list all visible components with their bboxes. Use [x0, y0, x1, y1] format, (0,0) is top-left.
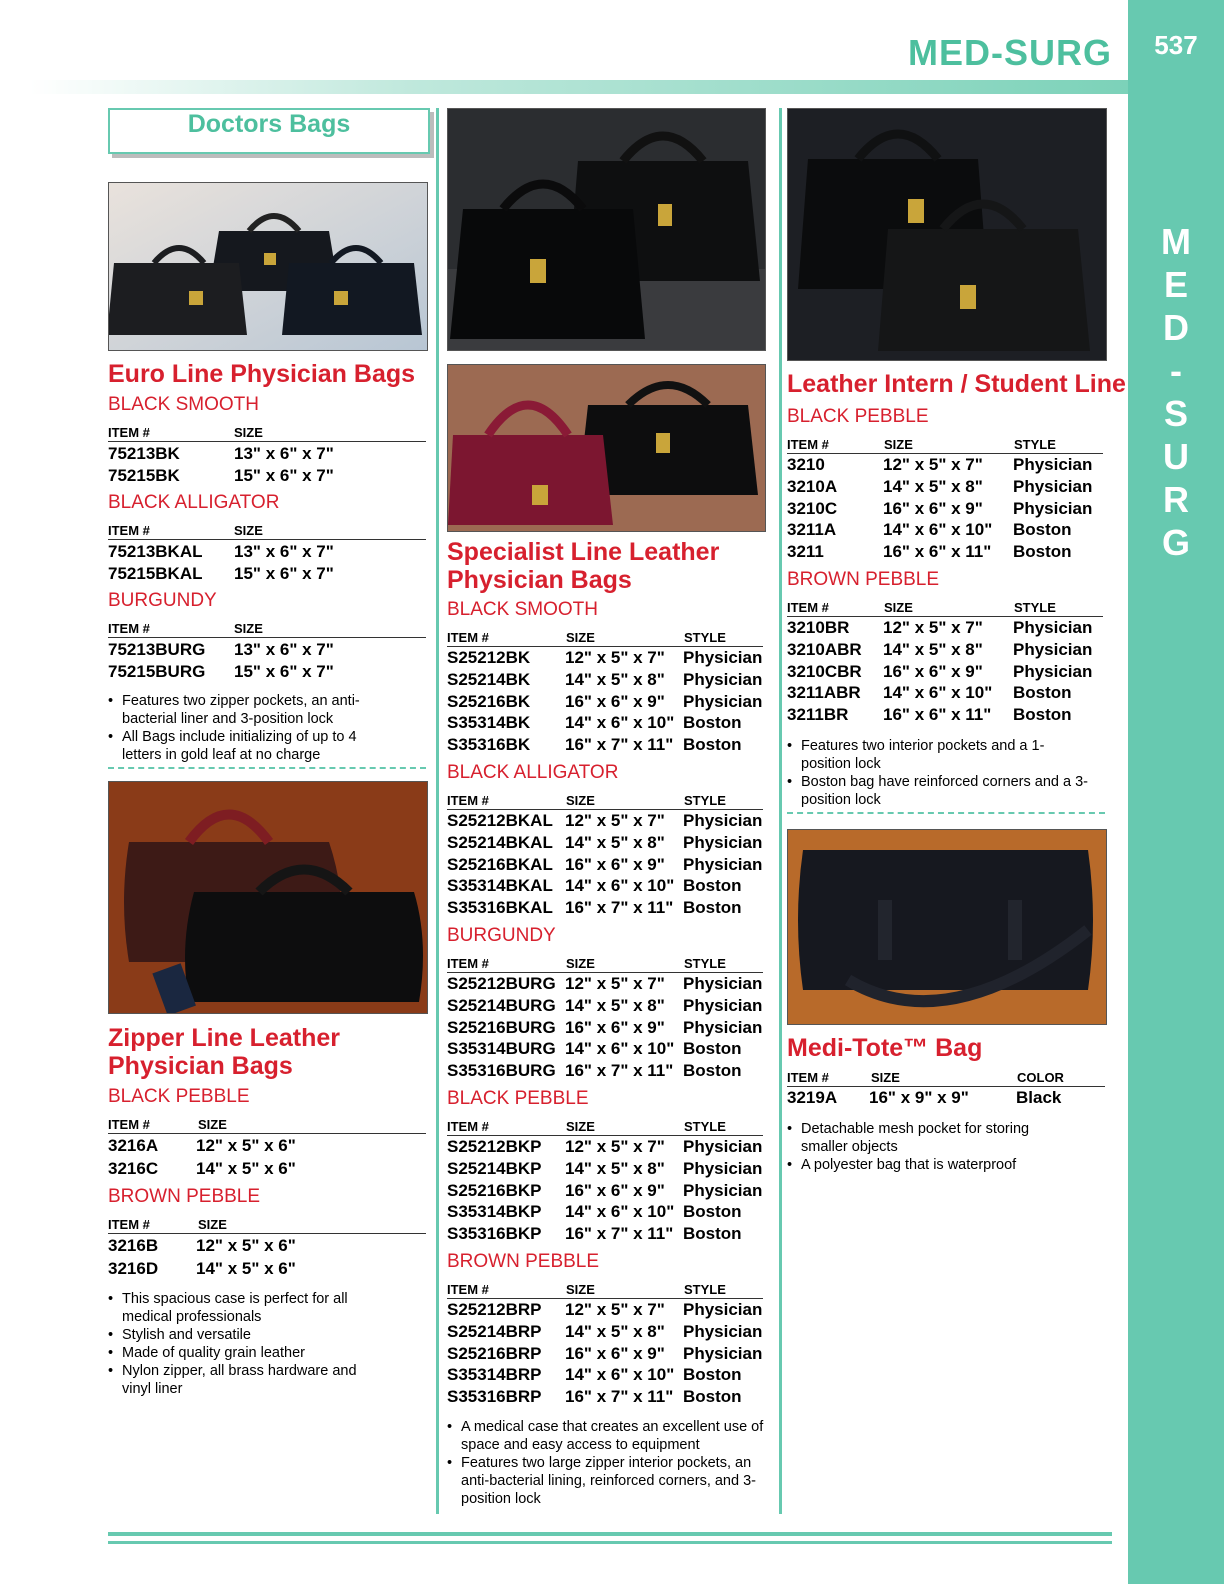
side-letter: M	[1161, 221, 1191, 262]
table-row	[447, 713, 763, 735]
item-style: Boston	[683, 876, 742, 896]
item-header: ITEM #	[447, 1282, 489, 1297]
item-style: Boston	[683, 1061, 742, 1081]
feature-list	[787, 1120, 1077, 1174]
item-header: ITEM #	[787, 1070, 829, 1085]
header-rule	[30, 80, 1128, 94]
item-style: Physician	[683, 1137, 763, 1156]
item-number: S25212BKP	[447, 1137, 542, 1156]
size-header: SIZE	[566, 1119, 595, 1134]
table-row	[447, 1018, 763, 1040]
item-size: 14" x 5" x 6"	[196, 1159, 296, 1178]
table-header	[447, 955, 763, 973]
side-letter: E	[1163, 264, 1188, 305]
category-title: Doctors Bags	[187, 110, 351, 138]
item-number: 3216A	[108, 1136, 159, 1155]
item-header: ITEM #	[447, 1119, 489, 1134]
item-style: Boston	[1013, 520, 1072, 540]
variant-label: BLACK SMOOTH	[108, 394, 259, 415]
size-header: SIZE	[566, 630, 595, 645]
variant-label: BROWN PEBBLE	[108, 1186, 261, 1207]
style-header: STYLE	[684, 1119, 726, 1134]
table-header	[787, 1069, 1105, 1087]
style-header: STYLE	[684, 956, 726, 971]
item-size: 15" x 6" x 7"	[234, 662, 334, 681]
item-header: ITEM #	[447, 793, 489, 808]
item-number: S35316BKP	[447, 1224, 542, 1244]
column-divider	[779, 108, 782, 1514]
item-style: Physician	[1013, 618, 1093, 637]
table-row	[447, 670, 763, 692]
feature-item: • Boston bag have reinforced corners and a 3-position lock	[787, 773, 1092, 809]
size-header: SIZE	[566, 956, 595, 971]
item-number: 75213BURG	[108, 640, 206, 659]
item-style: Physician	[1013, 476, 1093, 496]
item-number: S35314BKP	[447, 1202, 542, 1222]
table-header	[108, 522, 426, 540]
feature-list	[447, 1418, 767, 1508]
intern-student-bags-photo	[787, 108, 1107, 361]
item-number: S35316BURG	[447, 1061, 556, 1081]
item-header: ITEM #	[108, 621, 150, 636]
item-size: 12" x 5" x 7"	[565, 1300, 665, 1319]
euro-line-title: Euro Line Physician Bags	[108, 360, 416, 388]
item-number: S25214BRP	[447, 1321, 542, 1341]
variant-label: BLACK PEBBLE	[447, 1088, 589, 1109]
euro-line-bags-photo	[108, 182, 428, 351]
item-size: 16" x 6" x 9"	[565, 691, 665, 711]
size-header: SIZE	[234, 621, 263, 636]
intern-student-title: Leather Intern / Student Line	[787, 370, 1126, 398]
item-number: 3211	[787, 542, 824, 562]
side-letter: G	[1161, 522, 1190, 563]
item-style: Boston	[683, 713, 742, 733]
item-number: 3210ABR	[787, 639, 862, 659]
table-row	[447, 1322, 763, 1344]
item-size: 12" x 5" x 7"	[565, 974, 665, 993]
item-header: ITEM #	[108, 425, 150, 440]
feature-list	[108, 1290, 388, 1398]
specialist-black-bags-photo	[447, 108, 766, 351]
item-size: 16" x 7" x 11"	[565, 1387, 674, 1407]
item-number: 3216D	[108, 1259, 159, 1278]
table-row	[787, 1088, 1105, 1110]
zipper-line-bags-photo	[108, 781, 428, 1014]
item-number: 3211BR	[787, 705, 849, 725]
item-style: Boston	[683, 1224, 742, 1244]
item-number: 3211ABR	[787, 683, 861, 703]
item-style: Boston	[1013, 705, 1072, 725]
item-size: 12" x 5" x 7"	[883, 618, 983, 637]
item-style: Physician	[683, 974, 763, 993]
item-size: 16" x 6" x 9"	[565, 1017, 665, 1037]
item-header: ITEM #	[108, 1217, 150, 1232]
item-size: 16" x 6" x 9"	[565, 1180, 665, 1200]
style-header: STYLE	[1014, 600, 1056, 615]
item-number: S25216BURG	[447, 1017, 556, 1037]
style-header: STYLE	[1014, 437, 1056, 452]
feature-item: • This spacious case is perfect for all medical professionals	[108, 1290, 388, 1326]
item-style: Boston	[683, 1365, 742, 1385]
table-row	[787, 640, 1103, 662]
feature-item: • Stylish and versatile	[108, 1326, 388, 1344]
item-number: S25216BKP	[447, 1180, 542, 1200]
size-header: SIZE	[198, 1217, 227, 1232]
item-size: 14" x 5" x 8"	[883, 476, 983, 496]
variant-label: BLACK ALLIGATOR	[108, 492, 280, 513]
table-row	[447, 811, 763, 833]
table-row	[447, 735, 763, 757]
item-number: S25214BKAL	[447, 832, 553, 852]
variant-label: BLACK SMOOTH	[447, 599, 598, 620]
style-header: STYLE	[684, 793, 726, 808]
item-size: 14" x 5" x 8"	[565, 1158, 665, 1178]
zipper-line-title-2: Physician Bags	[108, 1052, 293, 1080]
specialist-line-title-2: Physician Bags	[447, 566, 632, 594]
item-size: 14" x 6" x 10"	[883, 683, 993, 703]
item-size: 12" x 5" x 7"	[565, 811, 665, 830]
item-size: 14" x 6" x 10"	[565, 1039, 675, 1059]
item-number: 3210A	[787, 476, 838, 496]
item-number: S35314BURG	[447, 1039, 556, 1059]
feature-item: • A medical case that creates an excellent use of space and easy access to equipment	[447, 1418, 767, 1454]
table-row	[447, 833, 763, 855]
item-number: S35316BRP	[447, 1387, 542, 1407]
item-size: 14" x 6" x 10"	[565, 1202, 675, 1222]
table-row	[447, 692, 763, 714]
item-style: Boston	[1013, 542, 1072, 562]
item-number: 3210CBR	[787, 661, 862, 681]
item-number: S35314BKAL	[447, 876, 553, 896]
table-row	[447, 1224, 763, 1246]
item-style: Physician	[683, 854, 763, 874]
item-number: S25216BKAL	[447, 854, 553, 874]
item-number: S25214BKP	[447, 1158, 542, 1178]
medi-tote-bag-photo	[787, 829, 1107, 1025]
variant-label: BLACK ALLIGATOR	[447, 762, 619, 783]
item-style: Physician	[683, 811, 763, 830]
item-size: 14" x 5" x 8"	[565, 669, 665, 689]
item-header: ITEM #	[787, 600, 829, 615]
item-size: 14" x 5" x 8"	[565, 832, 665, 852]
item-style: Boston	[683, 898, 742, 918]
item-number: S25214BURG	[447, 995, 556, 1015]
item-color: Black	[1016, 1088, 1062, 1107]
variant-label: BROWN PEBBLE	[787, 569, 940, 590]
table-row	[447, 1300, 763, 1322]
table-row	[787, 705, 1103, 727]
footer-rule	[108, 1541, 1112, 1544]
table-row	[447, 1387, 763, 1409]
table-header	[447, 1281, 763, 1299]
feature-item: • A polyester bag that is waterproof	[787, 1156, 1077, 1174]
item-number: S35316BK	[447, 735, 531, 755]
table-header	[108, 424, 426, 442]
table-row	[787, 477, 1103, 499]
item-style: Physician	[683, 1158, 763, 1178]
section-divider	[108, 767, 426, 769]
item-style: Boston	[1013, 683, 1072, 703]
table-row	[447, 1181, 763, 1203]
item-size: 16" x 6" x 9"	[883, 661, 983, 681]
item-size: 16" x 7" x 11"	[565, 1224, 674, 1244]
item-style: Physician	[1013, 661, 1093, 681]
side-letter: U	[1163, 436, 1189, 477]
table-row	[787, 520, 1103, 542]
item-size: 14" x 6" x 10"	[565, 876, 675, 896]
item-number: 3216B	[108, 1236, 159, 1255]
feature-item: • Features two interior pockets and a 1-position lock	[787, 737, 1092, 773]
item-style: Boston	[683, 1387, 742, 1407]
item-size: 16" x 6" x 9"	[565, 1343, 665, 1363]
table-header	[447, 629, 763, 647]
item-style: Physician	[683, 1321, 763, 1341]
feature-item: • Features two zipper pockets, an anti-bacterial liner and 3-position lock	[108, 692, 398, 728]
item-number: 75213BK	[108, 444, 180, 463]
item-style: Physician	[683, 995, 763, 1015]
item-size: 14" x 5" x 8"	[565, 1321, 665, 1341]
item-number: 3210C	[787, 498, 838, 518]
item-style: Boston	[683, 735, 742, 755]
column-divider	[436, 108, 439, 1514]
item-style: Boston	[683, 1039, 742, 1059]
size-header: SIZE	[871, 1070, 900, 1085]
section-title: MED-SURG	[908, 32, 1112, 73]
item-size: 13" x 6" x 7"	[234, 444, 334, 463]
variant-label: BLACK PEBBLE	[108, 1086, 250, 1107]
table-header	[447, 1118, 763, 1136]
item-size: 16" x 6" x 11"	[883, 542, 992, 562]
item-size: 14" x 5" x 6"	[196, 1259, 296, 1278]
item-number: 75215BK	[108, 466, 180, 485]
item-style: Physician	[1013, 639, 1093, 659]
item-number: S35314BRP	[447, 1365, 542, 1385]
table-header	[787, 599, 1103, 617]
item-style: Physician	[683, 691, 763, 711]
item-size: 14" x 5" x 8"	[565, 995, 665, 1015]
item-size: 16" x 7" x 11"	[565, 735, 674, 755]
item-size: 12" x 5" x 7"	[565, 648, 665, 667]
table-row	[447, 648, 763, 670]
item-size: 16" x 6" x 11"	[883, 705, 992, 725]
item-number: 3211A	[787, 520, 837, 540]
table-header	[108, 620, 426, 638]
item-size: 12" x 5" x 6"	[196, 1136, 296, 1155]
table-row	[447, 898, 763, 920]
feature-item: • All Bags include initializing of up to 4 letters in gold leaf at no charge	[108, 728, 398, 764]
table-row	[447, 876, 763, 898]
item-size: 14" x 6" x 10"	[883, 520, 993, 540]
category-box	[108, 108, 430, 154]
item-header: ITEM #	[447, 956, 489, 971]
item-style: Physician	[683, 832, 763, 852]
item-size: 16" x 9" x 9"	[869, 1088, 969, 1107]
item-style: Physician	[683, 648, 763, 667]
item-size: 15" x 6" x 7"	[234, 564, 334, 583]
feature-item: • Made of quality grain leather	[108, 1344, 388, 1362]
footer-rule	[108, 1532, 1112, 1536]
item-style: Physician	[683, 669, 763, 689]
item-style: Physician	[683, 1180, 763, 1200]
item-style: Physician	[683, 1343, 763, 1363]
item-number: S25212BKAL	[447, 811, 553, 830]
item-header: ITEM #	[787, 437, 829, 452]
style-header: STYLE	[684, 1282, 726, 1297]
size-header: SIZE	[198, 1117, 227, 1132]
feature-list	[108, 692, 398, 764]
table-row	[447, 1137, 763, 1159]
table-row	[447, 1061, 763, 1083]
table-row	[447, 1159, 763, 1181]
item-size: 12" x 5" x 7"	[565, 1137, 665, 1156]
item-number: 75213BKAL	[108, 542, 203, 561]
item-number: S25216BK	[447, 691, 531, 711]
table-row	[447, 1344, 763, 1366]
page-number: 537	[1154, 30, 1198, 60]
item-number: S25214BK	[447, 669, 531, 689]
size-header: SIZE	[884, 600, 913, 615]
table-header	[787, 436, 1103, 454]
item-number: 3210BR	[787, 618, 850, 637]
side-letter: -	[1170, 350, 1182, 391]
item-size: 16" x 6" x 9"	[565, 854, 665, 874]
item-size: 12" x 5" x 7"	[883, 455, 983, 474]
item-number: S35314BK	[447, 713, 531, 733]
specialist-burgundy-bags-photo	[447, 364, 766, 532]
item-size: 13" x 6" x 7"	[234, 640, 334, 659]
item-size: 16" x 6" x 9"	[883, 498, 983, 518]
table-row	[447, 1202, 763, 1224]
item-style: Physician	[683, 1017, 763, 1037]
side-letter: R	[1163, 479, 1189, 520]
item-size: 12" x 5" x 6"	[196, 1236, 296, 1255]
table-header	[108, 1216, 426, 1234]
style-header: STYLE	[684, 630, 726, 645]
item-size: 15" x 6" x 7"	[234, 466, 334, 485]
variant-label: BLACK PEBBLE	[787, 406, 929, 427]
table-row	[787, 618, 1103, 640]
item-style: Physician	[1013, 498, 1093, 518]
table-row	[787, 542, 1103, 564]
item-number: 75215BKAL	[108, 564, 203, 583]
section-divider	[787, 812, 1105, 814]
medi-tote-title: Medi-Tote™ Bag	[787, 1034, 983, 1062]
size-header: SIZE	[234, 523, 263, 538]
table-header	[108, 1116, 426, 1134]
item-size: 13" x 6" x 7"	[234, 542, 334, 561]
item-header: ITEM #	[108, 1117, 150, 1132]
table-row	[787, 455, 1103, 477]
table-row	[787, 499, 1103, 521]
variant-label: BURGUNDY	[108, 590, 217, 611]
item-number: S25212BURG	[447, 974, 556, 993]
feature-list	[787, 737, 1092, 809]
item-style: Physician	[1013, 455, 1093, 474]
item-number: S25212BRP	[447, 1300, 542, 1319]
item-number: 3219A	[787, 1088, 838, 1107]
item-number: 3210	[787, 455, 825, 474]
size-header: SIZE	[234, 425, 263, 440]
side-letter: D	[1163, 307, 1189, 348]
feature-item: • Nylon zipper, all brass hardware and vinyl liner	[108, 1362, 388, 1398]
table-row	[447, 1365, 763, 1387]
size-header: SIZE	[566, 1282, 595, 1297]
item-size: 14" x 6" x 10"	[565, 713, 675, 733]
side-letter: S	[1163, 393, 1188, 434]
item-style: Physician	[683, 1300, 763, 1319]
table-row	[447, 974, 763, 996]
item-size: 16" x 7" x 11"	[565, 1061, 674, 1081]
item-header: ITEM #	[447, 630, 489, 645]
item-number: 3216C	[108, 1159, 159, 1178]
table-row	[787, 662, 1103, 684]
table-row	[447, 855, 763, 877]
item-header: ITEM #	[108, 523, 150, 538]
variant-label: BURGUNDY	[447, 925, 556, 946]
item-size: 14" x 5" x 8"	[883, 639, 983, 659]
item-number: 75215BURG	[108, 662, 206, 681]
zipper-line-title: Zipper Line Leather	[108, 1024, 340, 1052]
side-tab-label	[1128, 220, 1224, 564]
color-header: COLOR	[1017, 1070, 1064, 1085]
specialist-line-title: Specialist Line Leather	[447, 538, 720, 566]
feature-item: • Detachable mesh pocket for storing smaller objects	[787, 1120, 1077, 1156]
variant-label: BROWN PEBBLE	[447, 1251, 600, 1272]
item-style: Boston	[683, 1202, 742, 1222]
item-number: S35316BKAL	[447, 898, 553, 918]
feature-item: • Features two large zipper interior pockets, an anti-bacterial lining, reinforced corners, and 3-position lock	[447, 1454, 767, 1508]
item-number: S25212BK	[447, 648, 531, 667]
item-number: S25216BRP	[447, 1343, 542, 1363]
item-size: 14" x 6" x 10"	[565, 1365, 675, 1385]
item-size: 16" x 7" x 11"	[565, 898, 674, 918]
size-header: SIZE	[884, 437, 913, 452]
size-header: SIZE	[566, 793, 595, 808]
table-row	[447, 1039, 763, 1061]
table-row	[787, 683, 1103, 705]
table-row	[447, 996, 763, 1018]
table-header	[447, 792, 763, 810]
